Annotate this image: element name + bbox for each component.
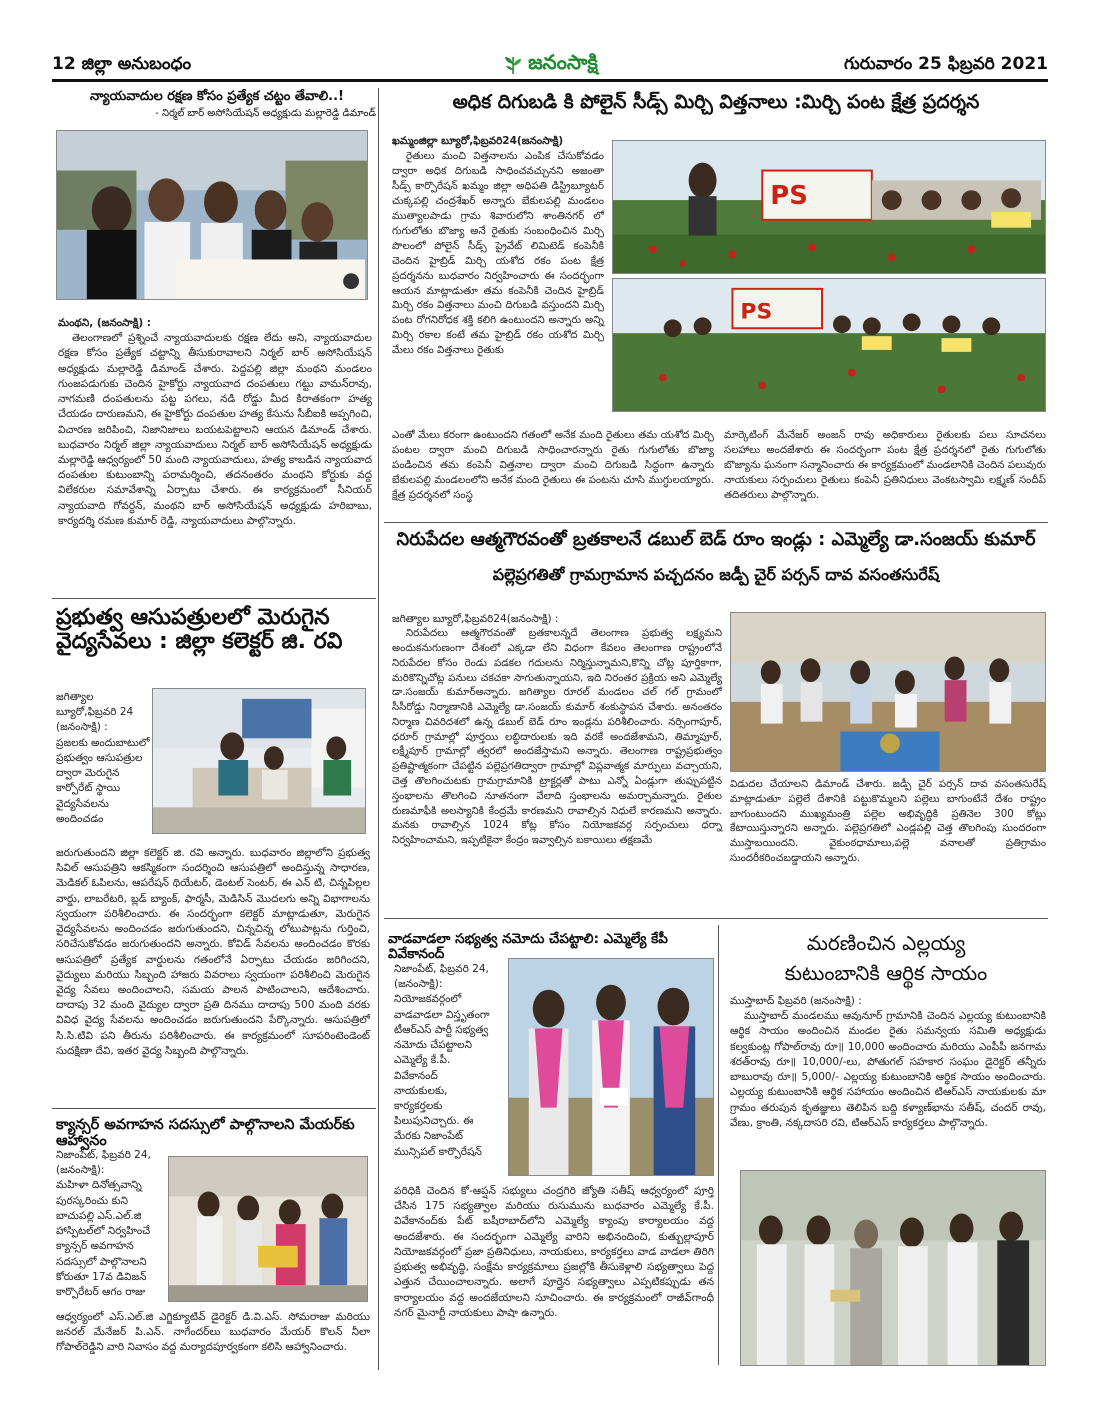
story6-body-narrow	[394, 962, 494, 1160]
story2-photo-2	[612, 278, 1046, 412]
story5-photo	[730, 612, 1046, 772]
section-rule	[52, 1108, 376, 1109]
story3-body-narrow	[56, 690, 152, 827]
story2-photo-1	[612, 140, 1046, 274]
story2-text-c: మార్కెటింగ్ మేనేజర్ అంజన్ రావు అధికారులు రైతులకు పలు సూచనలు సలహాలు అందజేశారు ఈ సందర్భంగా పంట క్షేత్ర ప్రదర్శనలో రైతు గుగులోతు బొజ్యాను ఘనంగా సన్మానించారు ఈ కార్యక్రమంలో మండలానికి చెందిన పలువురు నాయకులు సర్పంచులు రైతులు కంపెనీ ప్రతినిధులు వెంకటస్వామి లక్ష్మణ్ సందీప్ తదితరులు పాల్గొన్నారు.	[724, 429, 1046, 501]
section-rule	[384, 918, 1048, 919]
story5-text-b: విడుదల చేయాలని డిమాండ్ చేశారు. జడ్పీ చైర్ పర్సన్ దావ వసంతసురేష్ మాట్లాడుతూ పల్లెలే దేశానికి పట్టుకొమ్మలని పల్లెలు బాగుంటేనే దేశం రాష్ట్రం బాగుంటుందని ముఖ్యమంత్రి పల్లెల అభివృద్ధికి ప్రతినెల 300 కోట్లు కేటాయిస్తున్నారని అన్నారు. పల్లెప్రగతిలో ఎండ్లపల్లి చెత్త తొలగింపు సుందరంగా ముస్తాబయిందని. వైకుంఠధామాలు,పల్లె వనాలతో ప్రతిగ్రామం సుందరీకరించబడ్డాయని అన్నారు.	[730, 779, 1046, 864]
story5-subhead: పల్లెప్రగతితో గ్రామగ్రామాన పచ్చదనం జడ్పీ చైర్ పర్సన్ దావ వసంతసురేష్	[492, 565, 940, 584]
story1-headline: న్యాయవాదుల రక్షణ కోసం ప్రత్యేక చట్టం తేవాలి..!	[90, 89, 344, 104]
story4-dateline: నిజాంపేట్, ఫిబ్రవరి 24, (జనంసాక్షి):	[56, 1149, 151, 1177]
story7-dateline: ముస్తాబాద్ ఫిబ్రవరి (జనంసాక్షి) :	[730, 995, 862, 1007]
story4-text-b: ఆధ్వర్యంలో ఎస్.ఎల్.జి ఎగ్జిక్యూటివ్ డైరెక్టర్ డి.వి.ఎస్. సోమరాజు మరియు జనరల్ మేనేజర్ పి.ఎన్. నాగేందర్‌లు బుధవారం మేయర్ కొలన్ నీలా గోపాల్‌రెడ్డిని వారి నివాసం వద్ద మర్యాదపూర్వకంగా కలిసి ఆహ్వానించారు.	[56, 1311, 370, 1354]
story3-headline: ప్రభుత్వ ఆసుపత్రులలో మెరుగైన వైద్యసేవలు : జిల్లా కలెక్టర్ జి. రవి	[56, 605, 343, 655]
story2-headline: అధిక దిగుబడి కి పోలైన్ సీడ్స్ మిర్చి విత్తనాలు :మిర్చి పంట క్షేత్ర ప్రదర్శన	[452, 91, 980, 113]
story1-photo	[56, 130, 368, 300]
story2-text-a: రైతులు మంచి విత్తనాలను ఎంపిక చేసుకోవడం ద్వారా అధిక దిగుబడి సాధించవచ్చునని అజంతా సీడ్స్ కార్పొరేషన్ ఖమ్మం జిల్లా అధిపతి డిస్ట్రిబ్యూటర్ చుక్కపల్లి చంద్రశేఖర్ అన్నారు బేకులపల్లి మండలం ముత్యాలపాడు గ్రామ శివారులోని శాంతినగర్ లో గుగులోతు బొజ్యా అనే రైతుకు సంబంధించిన మిర్చి పొలంలో పోలైన్ సీడ్స్ ప్రైవేట్ లిమిటెడ్ కంపెనీకి చెందిన హైబ్రిడ్ మిర్చి యశోద రకం పంట క్షేత్ర ప్రదర్శనను బుధవారం నిర్వహించారు ఈ సందర్భంగా ఆయన మాట్లాడుతూ తమ కంపెనీకి చెందిన హైబ్రిడ్ మిర్చి రకం విత్తనాలు మంచి దిగుబడి వస్తుందని మిర్చి పంట రోగనిరోధక శక్తి కలిగి ఉంటుందని అన్నారు అన్ని మిర్చి రకాల కంటే తమ హైబ్రిడ్ రకం యశోద మిర్చి మేలు రకం విత్తనాలు రైతుకు	[392, 150, 604, 357]
story6-dateline: నిజాంపేట్, ఫిబ్రవరి 24, (జనంసాక్షి):	[394, 963, 489, 991]
story1-body	[58, 316, 372, 529]
story7-headline-1: మరణించిన ఎల్లయ్య	[806, 931, 966, 955]
masthead	[52, 52, 1048, 82]
story1-dateline: మంథని, (జనంసాక్షి) :	[58, 317, 151, 329]
story2-body-column	[392, 134, 604, 358]
page-label: 12 జిల్లా అనుబంధం	[52, 53, 192, 74]
column-rule	[718, 925, 719, 1365]
story1-text: తెలంగాణలో ప్రశ్నించే న్యాయవాదులకు రక్షణ లేదు అని, న్యాయవాదుల రక్షణ కోసం ప్రత్యేక చట్టాన్ని తీసుకురావాలని నిర్మల్ బార్ అసోసియేషన్ అధ్యక్షుడు మల్లారెడ్డి డిమాండ్ చేశారు. పెద్దపల్లి జిల్లా మంథని మండలం గుంజపడుగుకు చెందిన హైకోర్టు న్యాయవాద దంపతులు గట్టు వామన్‌రావు, నాగమణి దంపతులను పట్ట పగలు, నడి రోడ్డు మీద కిరాతకంగా హత్య చేయడం దారుణమని, ఈ హైకోర్టు దంపతుల హత్య కేసును సీబీఐకి అప్పగించి, విచారణ జరిపించి, నిజానిజాలు బయటపెట్టాలని ఆయన డిమాండ్ చేశారు. బుధవారం నిర్మల్ జిల్లా న్యాయవాదులు నిర్మల్ బార్ అసోసియేషన్ అధ్యక్షుడు మల్లారెడ్డి ఆధ్వర్యంలో 50 మంది న్యాయవాదులు, హత్య కాబడిన న్యాయవాద దంపతుల కుటుంబాన్ని పరామర్శించి, తదనంతరం మంథని కోర్టుకు వద్ద విలేకరుల సమావేశాన్ని ఏర్పాటు చేశారు. ఈ కార్యక్రమంలో సీనియర్ న్యాయవాది గోవర్ధన్, మంథని బార్ అసోసియేషన్ అధ్యక్షుడు హరిబాబు, కార్యదర్శి రమణ కుమార్ రెడ్డి, న్యాయవాదులు పాల్గొన్నారు.	[58, 332, 372, 527]
column-rule	[378, 600, 379, 1370]
story4-body-narrow	[56, 1148, 164, 1300]
logo-text: జనంసాక్షి	[528, 50, 598, 74]
story7-headline-2: కుటుంబానికి ఆర్థిక సాయం	[784, 961, 988, 985]
story4-photo	[168, 1156, 368, 1302]
newspaper-logo	[502, 50, 598, 79]
issue-date: గురువారం 25 ఫిబ్రవరి 2021	[843, 53, 1048, 74]
story1-subhead: - నిర్మల్ బార్ అసోసియేషన్ అధ్యక్షుడు మల్లారెడ్డి డిమాండ్	[155, 108, 376, 119]
story3-photo	[152, 688, 366, 834]
story6-text-b: పరిధికి చెందిన కో-ఆప్షన్ సభ్యులు చంద్రగిరి జ్యోతి సతీష్ ఆధ్వర్యంలో పూర్తి చేసిన 175 సభ్యత్వాల మరియు రుసుమును బుధవారం ఎమ్మెల్యే కే.పీ. వివేకానంద్‌కు పేట్ బషీరాబాద్‌లోని ఎమ్మెల్యే క్యాంపు కార్యాలయం వద్ద అందజేశారు. ఈ సందర్భంగా ఎమ్మెల్యే వారిని అభినందించి, కుత్బుల్లాపూర్ నియోజకవర్గంలో ప్రజా ప్రతినిధులు, నాయకులు, కార్యకర్తలు వాడ వాడలా తిరిగి ప్రభుత్వ అభివృద్ధి, సంక్షేమ కార్యక్రమాలు ప్రజల్లోకి తీసుకెళ్లాలి సభ్యత్వాలు పెద్ద ఎత్తున చేయించాలన్నారు. అలాగే పూర్తైన సభ్యత్వాలు ఎప్పటికప్పుడు తన కార్యాలయం వద్ద అందజేయాలని సూచించారు. ఈ కార్యక్రమంలో రాజీవ్‌గాంధీ నగర్ మైనార్టీ నాయకులు పాషా ఉన్నారు.	[394, 1185, 714, 1319]
story3-text-b: జరుగుతుందని జిల్లా కలెక్టర్ జి. రవి అన్నారు. బుధవారం జిల్లాలోని ప్రభుత్వ సివిల్ ఆసుపత్రిని ఆకస్మికంగా సందర్శించి ఆసుపత్రిలో అందిస్తున్న సాధారణ, మెడికల్ ఓపిలను, ఆపరేషన్ థియేటర్, డెంటల్ సెంటర్, ఈ ఎన్ టి, చిన్నపిల్లల వార్డు, లాబరేటరి, బ్లడ్ బ్యాంక్, ఫార్మసీ, మెడిసిన్ మొదలగు అన్ని విభాగాలను స్వయంగా పరిశీలించారు. ఈ సందర్భంగా కలెక్టర్ మాట్లాడుతూ, మెరుగైన వైద్యసేవలను అందించడం జరుగుతుందని, చిన్నచిన్న లోటుపాట్లను గుర్తించి, సరిచేసుకోవడం జరుగుతుందని అన్నారు. కోవిడ్ సేవలను అందించడం కొరకు ఆసుపత్రిలో ప్రత్యేక వార్డులను గతంలోనే ఏర్పాటు చేయడం జరిగిందని, వైద్యులు మరియు సిబ్బంది హాజరు వివరాలు స్వయంగా పరిశీలించి మెరుగైన వైద్య సేవలు అందించాలని, సమయ పాలన పాటించాలని, ఆదేశించారు. దాదాపు 32 మంది వైద్యుల ద్వారా ప్రతి దినము దాదాపు 500 మంది వరకు వివిధ వైద్య సేవలను అందించడం జరుగుతుందని పేర్కొన్నారు. ఆసుపత్రిలో సి.సి.టివి పని తీరును పరిశీలించారు. ఈ కార్యక్రమంలో సూపరింటెండెంట్ సుదక్షిణా దేవి, ఇతర వైద్య సిబ్బంది పాల్గొన్నారు.	[56, 847, 370, 1057]
story7-photo	[740, 1170, 1046, 1366]
story3-text-a: ప్రజలకు అందుబాటులో ప్రభుత్వం ఆసుపత్రుల ద్వారా మెరుగైన కార్పోరేట్ స్థాయి వైద్యసేవలను అందించడం	[56, 736, 150, 825]
story6-headline: వాడవాడలా సభ్యత్వ నమోదు చేపట్టాలి: ఎమ్మెల్యే కేపీ వివేకానంద్	[388, 931, 668, 962]
story4-headline: క్యాన్సర్ అవగాహన సదస్సులో పాల్గొనాలని మేయర్‌కు ఆహ్వానం	[56, 1117, 355, 1149]
story7-body	[730, 994, 1046, 1131]
story4-text-a: మహిళా దినోత్సవాన్ని పురస్కరించు కుని బాచుపల్లి ఎస్.ఎల్.జి హాస్పిటల్‌లో నిర్వహించే క్యాన్సర్ అవగాహన సదస్సులో పాల్గొనాలని కోరుతూ 17వ డివిజన్ కార్పొరేటర్ ఆగం రాజు	[56, 1179, 151, 1298]
story2-text-b: ఎంతో మేలు కరంగా ఉంటుందని గతంలో అనేక మంది రైతులు తమ యశోద మిర్చి పంటల ద్వారా మంచి దిగుబడి సాధించారన్నారు రైతు గుగులోతు బొజ్యా పండించిన తమ కంపెనీ విత్తనాల ద్వారా మంచి దిగుబడి సిద్ధంగా ఉన్నారు బేకులపల్లి మండలంలోని అనేక మంది రైతులు ఈ పంటను చూసి ముగ్ధులయ్యారు. క్షేత్ర ప్రదర్శనలో సంస్థ	[392, 429, 714, 501]
svg-text:PS: PS	[740, 299, 773, 325]
column-rule	[378, 88, 379, 600]
story6-text-a: నియోజకవర్గంలో వాడవాడలా విస్తృతంగా టీఆర్ఎస్ పార్టీ సభ్యత్వ నమోదు చేపట్టాలని ఎమ్మెల్యే కే.పీ. వివేకానంద్ నాయకులకు, కార్యకర్తలకు పిలుపునిచ్చారు. ఈ మేరకు నిజాంపేట్ మున్సిపల్ కార్పొరేషన్	[394, 993, 490, 1158]
leaf-icon	[502, 54, 524, 76]
banner-text: PS	[770, 181, 808, 212]
story5-body	[392, 612, 722, 849]
story5-dateline: జగిత్యాల బ్యూరో,ఫిబ్రవరి24(జనంసాక్షి) :	[392, 613, 559, 625]
section-rule	[384, 522, 1048, 523]
story2-dateline: ఖమ్మంజిల్లా బ్యూరో,ఫిబ్రవరి24(జనంసాక్షి)	[392, 135, 564, 147]
story5-text-a: నిరుపేదలు ఆత్మగౌరవంతో బ్రతకాలన్నదే తెలంగాణ ప్రభుత్వ లక్ష్యమని అందుకనుగుణంగా దేశంలో ఎక్కడా లేని విధంగా కేవలం తెలంగాణ రాష్ట్రంలోనే నిరుపేదల కోసం రెండు పడకల గదులను నిర్మిస్తున్నామని,కొన్ని చోట్ల పూర్తికాగా, మరికొన్నిచోట్ల పనులు చకచకా సాగుతున్నాయని, ఇది నిరంతర ప్రక్రియ అని ఎమ్మెల్యే డా.సంజయ్ కుమార్‌అన్నారు. జగిత్యాల రూరల్ మండలం చల్ గల్ గ్రామంలో సీసీరోడ్డు నిర్మాణానికి ఎమ్మెల్యే డా.సంజయ్ కుమార్ శంకుస్థాపన చేశారు. అనంతరం నిర్మాణ చివరిదశలో ఉన్న డబుల్ బెడ్ రూం ఇండ్లను పరిశీలించారు. నర్సింగాపూర్, ధరూర్ గ్రామాల్లో పూర్తయి లబ్ధిదారులకు ఇది వరకే అందజేశామని, తిమ్మాపూర్, లక్ష్మీపూర్ గ్రామాల్లో త్వరలో అందజేస్తామని అన్నారు. తెలంగాణ రాష్ట్రప్రభుత్వం ప్రతిష్టాత్మకంగా చేపట్టిన పల్లెప్రగతిద్వారా గ్రామాల్లో విప్లవాత్మక మార్పులు వచ్చాయని, చెత్త తొలగించుటకు గ్రామగ్రామానికి ట్రాక్టర్లతో పాటు ఎన్నో ఏండ్లుగా తుప్పుపట్టిన స్తంభాలను తొలగించి నూతనంగా వేలాది స్తంభాలను అమర్చామన్నారు. రైతుల రుణమాఫీకి అలస్యానికి కేంద్రమే కారణమని రావాల్సిన నిధులే కారణమని అన్నారు. మనకు రావాల్సిన 1024 కోట్ల కోసం నియోజకవర్గ సర్పంచులు ధర్నా నిర్వహించామని, ఇప్పటికైనా కేంద్రం ఇవ్వాల్సిన బకాయిలు తక్షణమే	[392, 628, 722, 847]
section-rule	[52, 598, 376, 599]
story3-dateline: జగిత్యాల బ్యూరో,ఫిబ్రవరి 24 (జనంసాక్షి) :	[56, 691, 134, 734]
story7-text: ముస్తాబాద్ మండలము ఆవునూర్ గ్రామానికి చెందిన ఎల్లయ్య కుటుంబానికి ఆర్థిక సాయం అందించిన మండల రైతు సమన్వయ సమితి అధ్యక్షుడు కల్వకుంట్ల గోపాల్‌రావు రూ॥ 10,000 అందించారు మరియు ఎంపీపీ జనగామ శరత్‌రావు రూ॥ 10,000/-లు, పోతుగల్ సహకార సంఘం డైరెక్టర్ తన్నీరు బాబురావు రూ॥ 5,000/- ఎల్లయ్య కుటుంబానికి ఆర్థిక సాయం అందించారు. ఎల్లయ్య కుటుంబానికి ఆర్థిక సహాయం అందించిన టిఆర్ఎస్ నాయకులకు మా గ్రామం తరుపున కృతజ్ఞులు తెలిపిన బద్ది కళ్యాణ్‌భాను సతీష్, చందర్ రావు, వేణు, క్రాంతి, నక్కదాసరి రవి, టిఆర్ఎస్ కార్యకర్తలు పాల్గొన్నారు.	[730, 1010, 1046, 1129]
story5-headline: నిరుపేదల ఆత్మగౌరవంతో బ్రతకాలనే డబుల్ బెడ్ రూం ఇండ్లు : ఎమ్మెల్యే డా.సంజయ్ కుమార్	[396, 529, 1036, 550]
story6-photo	[508, 958, 714, 1176]
